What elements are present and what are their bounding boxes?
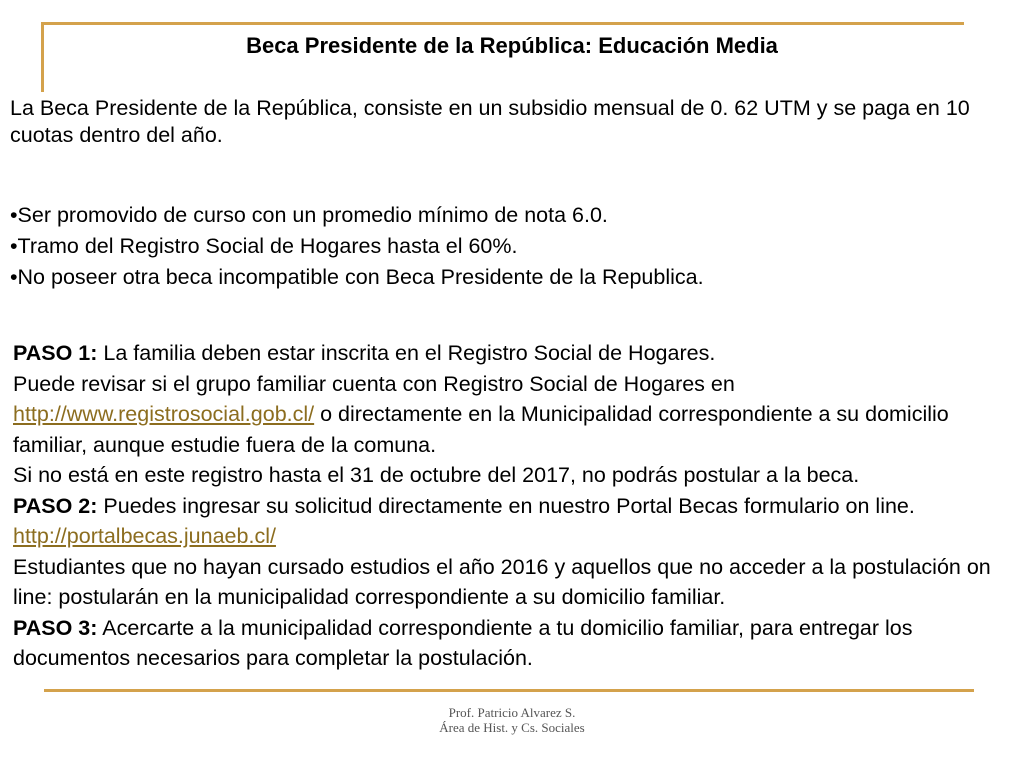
paso1-text: La familia deben estar inscrita en el Registro Social de Hogares. — [97, 341, 716, 365]
portal-becas-link[interactable]: http://portalbecas.junaeb.cl/ — [13, 524, 276, 548]
paso2-text: Puedes ingresar su solicitud directamente en nuestro Portal Becas formulario on line. — [97, 493, 915, 518]
steps-section — [13, 338, 1018, 674]
footer-author: Prof. Patricio Alvarez S. — [448, 705, 576, 720]
paso3-text: Acercarte a la municipalidad correspondiente a tu domicilio familiar, para entregar los documentos necesarios para completar la postulación. — [13, 615, 913, 670]
paso1-paragraph — [13, 338, 1018, 369]
paso3-paragraph — [13, 613, 1018, 674]
paso1-detail-paragraph — [13, 369, 1018, 461]
requirement-item: •Tramo del Registro Social de Hogares hasta el 60%. — [10, 234, 518, 258]
paso2-paragraph — [13, 491, 1018, 552]
requirements-list — [10, 200, 1015, 293]
footer-credit — [0, 705, 1024, 735]
top-rule — [44, 22, 964, 25]
paso3-label: PASO 3: — [13, 615, 98, 640]
requirement-item: •No poseer otra beca incompatible con Beca Presidente de la Republica. — [10, 265, 704, 289]
paso1-label: PASO 1: — [13, 341, 98, 365]
deadline-paragraph: Si no está en este registro hasta el 31 de octubre del 2017, no podrás postular a la beca. — [13, 463, 860, 487]
requirement-item: •Ser promovido de curso con un promedio mínimo de nota 6.0. — [10, 203, 608, 227]
registro-social-link[interactable]: http://www.registrosocial.gob.cl/ — [13, 402, 315, 426]
bottom-rule — [44, 689, 974, 692]
paso1-detail-after: o directamente en la Municipalidad correspondiente a su domicilio familiar, aunque estudie fuera de la comuna. — [13, 402, 949, 457]
intro-paragraph: La Beca Presidente de la República, consiste en un subsidio mensual de 0. 62 UTM y se paga en 10 cuotas dentro del año. — [10, 96, 970, 147]
slide-title: Beca Presidente de la República: Educación Media — [246, 33, 778, 58]
footer-department: Área de Hist. y Cs. Sociales — [439, 720, 585, 735]
paso2-label: PASO 2: — [13, 493, 98, 518]
offline-note-paragraph: Estudiantes que no hayan cursado estudios el año 2016 y aquellos que no acceder a la postulación on line: postularán en la municipalidad correspondiente a su domicilio familiar. — [13, 554, 991, 609]
paso1-detail-before: Puede revisar si el grupo familiar cuenta con Registro Social de Hogares en — [13, 371, 735, 396]
